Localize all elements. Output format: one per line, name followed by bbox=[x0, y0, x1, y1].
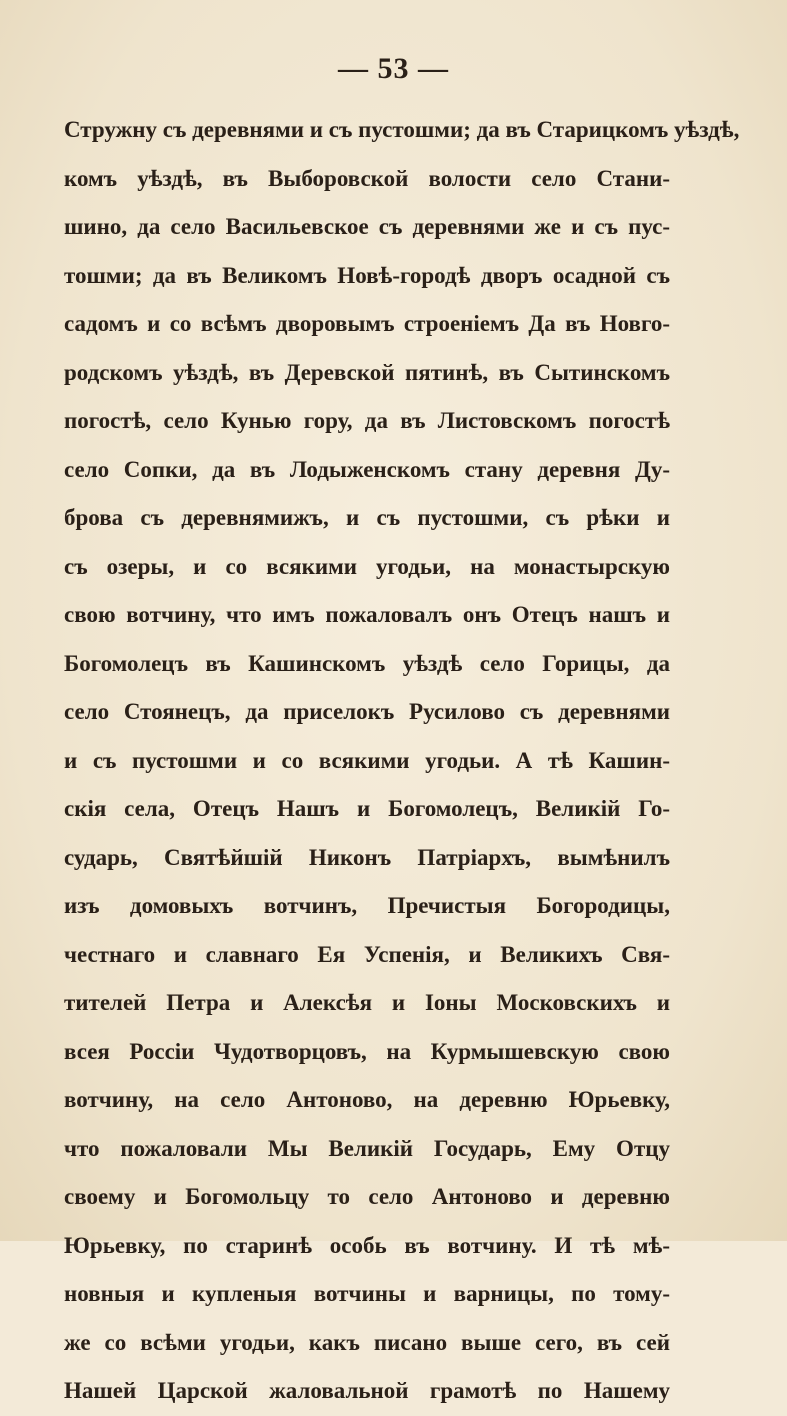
text-line: скiя села, Отецъ Нашъ и Богомолецъ, Великiй Го- bbox=[64, 796, 670, 821]
text-line: новныя и купленыя вотчины и варницы, по тому- bbox=[64, 1281, 670, 1306]
text-line: вотчину, на село Антоново, на деревню Юрьевку, bbox=[64, 1087, 670, 1112]
text-line: погостѣ, село Кунью гору, да въ Листовскомъ погостѣ bbox=[64, 408, 670, 433]
text-line: комъ уѣздѣ, въ Выборовской волости село Стани- bbox=[64, 165, 670, 191]
text-line: всея Россiи Чудотворцовъ, на Курмышевскую свою bbox=[64, 1038, 670, 1064]
text-line: свою вотчину, что имъ пожаловалъ онъ Отецъ нашъ и bbox=[64, 602, 670, 627]
text-line: Стружну съ деревнями и съ пустошми; да въ Старицкомъ уѣздѣ, bbox=[64, 117, 740, 142]
text-line: честнаго и славнаго Ея Успенiя, и Великихъ Свя- bbox=[64, 941, 670, 967]
text-line: родскомъ уѣздѣ, въ Деревской пятинѣ, въ Сытинскомъ bbox=[64, 359, 670, 385]
text-line: Нашей Царской жаловальной грамотѣ по Нашему bbox=[64, 1378, 670, 1403]
text-line: садомъ и со всѣмъ дворовымъ строенiемъ Да въ Новго- bbox=[64, 311, 670, 336]
text-line: Юрьевку, по старинѣ особь въ вотчину. И тѣ мѣ- bbox=[64, 1232, 670, 1258]
text-line: брова съ деревнямижъ, и съ пустошми, съ рѣки и bbox=[64, 505, 670, 530]
text-line: тителей Петра и Алексѣя и Iоны Московскихъ и bbox=[64, 990, 670, 1015]
page-number: — 53 — bbox=[338, 52, 449, 85]
text-line: тошми; да въ Великомъ Новѣ-городѣ дворъ осадной съ bbox=[64, 262, 670, 288]
text-line: съ озеры, и со всякими угодьи, на монастырскую bbox=[64, 553, 670, 579]
text-line: что пожаловали Мы Великiй Государь, Ему Отцу bbox=[64, 1135, 670, 1161]
text-line: село Сопки, да въ Лодыженскомъ стану деревня Ду- bbox=[64, 456, 670, 482]
text-line: Богомолецъ въ Кашинскомъ уѣздѣ село Горицы, да bbox=[64, 650, 670, 676]
text-line: шино, да село Васильевское съ деревнями же и съ пус- bbox=[64, 214, 670, 239]
text-line: изъ домовыхъ вотчинъ, Пречистыя Богородицы, bbox=[64, 893, 670, 918]
text-line: своему и Богомольцу то село Антоново и деревню bbox=[64, 1184, 670, 1209]
body-text bbox=[64, 106, 740, 1416]
text-line: село Стоянецъ, да приселокъ Русилово съ деревнями bbox=[64, 699, 670, 724]
text-line: сударь, Святѣйшiй Никонъ Патрiархъ, вымѣнилъ bbox=[64, 844, 670, 870]
text-line: и съ пустошми и со всякими угодьи. А тѣ Кашин- bbox=[64, 747, 670, 773]
text-line: же со всѣми угодьи, какъ писано выше сего, въ сей bbox=[64, 1329, 670, 1355]
